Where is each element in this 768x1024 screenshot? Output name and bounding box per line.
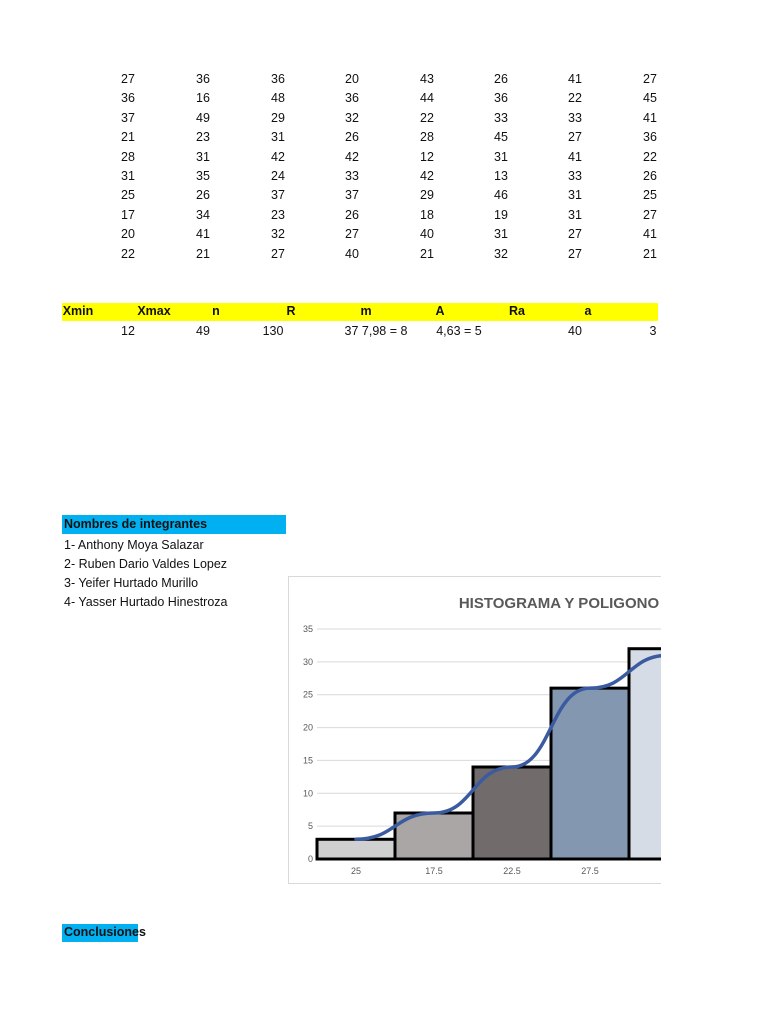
grid-cell: 36 xyxy=(494,91,508,106)
grid-cell: 26 xyxy=(494,72,508,86)
team-member-1: 1- Anthony Moya Salazar xyxy=(64,538,204,552)
grid-cell: 33 xyxy=(494,110,508,125)
histogram-bar xyxy=(551,688,629,859)
grid-cell: 19 xyxy=(494,207,508,222)
stats-header-ra: Ra xyxy=(509,304,525,318)
grid-cell: 17 xyxy=(121,207,135,222)
grid-cell: 31 xyxy=(494,149,508,164)
stats-header-m: m xyxy=(360,304,372,318)
grid-cell: 33 xyxy=(345,169,359,183)
grid-cell: 32 xyxy=(494,246,508,261)
grid-cell: 28 xyxy=(121,149,135,164)
grid-cell: 26 xyxy=(345,207,359,222)
grid-cell: 23 xyxy=(196,130,210,145)
y-tick-label: 5 xyxy=(307,821,313,832)
grid-cell: 29 xyxy=(271,110,285,125)
grid-cell: 22 xyxy=(568,91,582,106)
grid-cell: 42 xyxy=(420,169,434,183)
grid-cell: 13 xyxy=(494,169,508,183)
grid-cell: 26 xyxy=(643,169,657,183)
grid-cell: 26 xyxy=(196,188,210,203)
grid-cell: 43 xyxy=(420,72,434,86)
y-tick-label: 0 xyxy=(307,854,313,864)
grid-cell: 31 xyxy=(271,130,285,145)
grid-cell: 27 xyxy=(568,130,582,145)
x-tick-label: 17.5 xyxy=(425,866,443,876)
grid-cell: 27 xyxy=(568,227,582,242)
grid-cell: 36 xyxy=(196,72,210,86)
grid-cell: 40 xyxy=(345,246,359,261)
grid-cell: 23 xyxy=(271,207,285,222)
grid-cell: 31 xyxy=(568,207,582,222)
histogram-bar xyxy=(473,767,551,859)
grid-cell: 37 xyxy=(121,110,135,125)
grid-cell: 25 xyxy=(643,188,657,203)
grid-cell: 31 xyxy=(568,188,582,203)
grid-cell: 37 xyxy=(271,188,285,203)
grid-cell: 49 xyxy=(196,110,210,125)
team-member-4: 4- Yasser Hurtado Hinestroza xyxy=(64,595,228,609)
grid-cell: 42 xyxy=(271,149,285,164)
grid-cell: 21 xyxy=(643,246,657,261)
grid-cell: 45 xyxy=(643,91,657,106)
grid-cell: 41 xyxy=(643,227,657,242)
chart-bars xyxy=(317,649,661,859)
grid-cell: 27 xyxy=(643,207,657,222)
grid-cell: 44 xyxy=(420,91,434,106)
stats-value: 12 xyxy=(121,324,135,338)
grid-cell: 32 xyxy=(271,227,285,242)
grid-cell: 36 xyxy=(271,72,285,86)
grid-cell: 18 xyxy=(420,207,434,222)
stats-value: 49 xyxy=(196,324,210,338)
histogram-chart[interactable] xyxy=(288,576,661,884)
grid-cell: 31 xyxy=(121,169,135,183)
grid-cell: 27 xyxy=(271,246,285,261)
grid-cell: 22 xyxy=(121,246,135,261)
grid-cell: 33 xyxy=(568,169,582,183)
grid-cell: 36 xyxy=(345,91,359,106)
stats-header-n: n xyxy=(212,304,220,318)
grid-cell: 41 xyxy=(643,110,657,125)
grid-cell: 31 xyxy=(196,149,210,164)
stats-value: 37 7,98 = 8 xyxy=(344,324,408,338)
grid-cell: 41 xyxy=(568,149,582,164)
stats-header-r: R xyxy=(286,304,296,318)
x-tick-label: 22.5 xyxy=(503,866,521,876)
y-tick-label: 15 xyxy=(302,755,313,766)
y-tick-label: 10 xyxy=(302,788,313,799)
y-tick-label: 25 xyxy=(302,689,313,700)
grid-cell: 41 xyxy=(196,227,210,242)
x-tick-label: 25 xyxy=(350,866,362,876)
stats-header-a: a xyxy=(584,304,592,318)
grid-cell: 32 xyxy=(345,110,359,125)
stats-value: 40 xyxy=(568,324,582,338)
stats-value: 130 xyxy=(262,324,284,338)
grid-cell: 27 xyxy=(568,246,582,261)
grid-cell: 21 xyxy=(420,246,434,261)
y-tick-label: 35 xyxy=(302,624,313,634)
x-tick-label: 27.5 xyxy=(581,866,599,876)
grid-cell: 28 xyxy=(420,130,434,145)
team-member-3: 3- Yeifer Hurtado Murillo xyxy=(64,576,199,590)
grid-cell: 21 xyxy=(121,130,135,145)
conclusions-label: Conclusiones xyxy=(64,925,146,939)
chart-x-ticks xyxy=(351,866,599,876)
grid-cell: 37 xyxy=(345,188,359,203)
grid-cell: 20 xyxy=(121,227,135,242)
grid-cell: 35 xyxy=(196,169,210,183)
grid-cell: 29 xyxy=(420,188,434,203)
grid-cell: 27 xyxy=(121,72,135,86)
histogram-bar xyxy=(629,649,661,859)
grid-cell: 34 xyxy=(196,207,210,222)
grid-cell: 40 xyxy=(420,227,434,242)
y-tick-label: 20 xyxy=(302,722,313,733)
grid-cell: 42 xyxy=(345,149,359,164)
team-title: Nombres de integrantes xyxy=(64,517,208,531)
histogram-svg xyxy=(289,577,661,883)
grid-cell: 12 xyxy=(420,149,434,164)
team-member-2: 2- Ruben Dario Valdes Lopez xyxy=(64,557,228,571)
grid-cell: 41 xyxy=(568,72,582,86)
grid-cell: 26 xyxy=(345,130,359,145)
grid-cell: 16 xyxy=(196,91,210,106)
grid-cell: 20 xyxy=(345,72,359,86)
grid-cell: 36 xyxy=(121,91,135,106)
grid-cell: 21 xyxy=(196,246,210,261)
grid-cell: 22 xyxy=(420,110,434,125)
histogram-bar xyxy=(317,839,395,859)
grid-cell: 36 xyxy=(643,130,657,145)
grid-cell: 46 xyxy=(494,188,508,203)
stats-header-a: A xyxy=(435,304,445,318)
grid-cell: 31 xyxy=(494,227,508,242)
chart-y-ticks xyxy=(303,624,313,864)
stats-value: 3 xyxy=(649,324,657,338)
grid-cell: 27 xyxy=(345,227,359,242)
stats-value: 4,63 = 5 xyxy=(436,324,482,338)
grid-cell: 48 xyxy=(271,91,285,106)
stats-header-xmax: Xmax xyxy=(137,304,171,318)
stats-header-xmin: Xmin xyxy=(62,304,94,318)
y-tick-label: 30 xyxy=(302,656,313,667)
grid-cell: 22 xyxy=(643,149,657,164)
grid-cell: 24 xyxy=(271,169,285,183)
chart-title: HISTOGRAMA Y POLIGONO xyxy=(458,595,660,612)
grid-cell: 27 xyxy=(643,72,657,86)
grid-cell: 45 xyxy=(494,130,508,145)
grid-cell: 25 xyxy=(121,188,135,203)
grid-cell: 33 xyxy=(568,110,582,125)
